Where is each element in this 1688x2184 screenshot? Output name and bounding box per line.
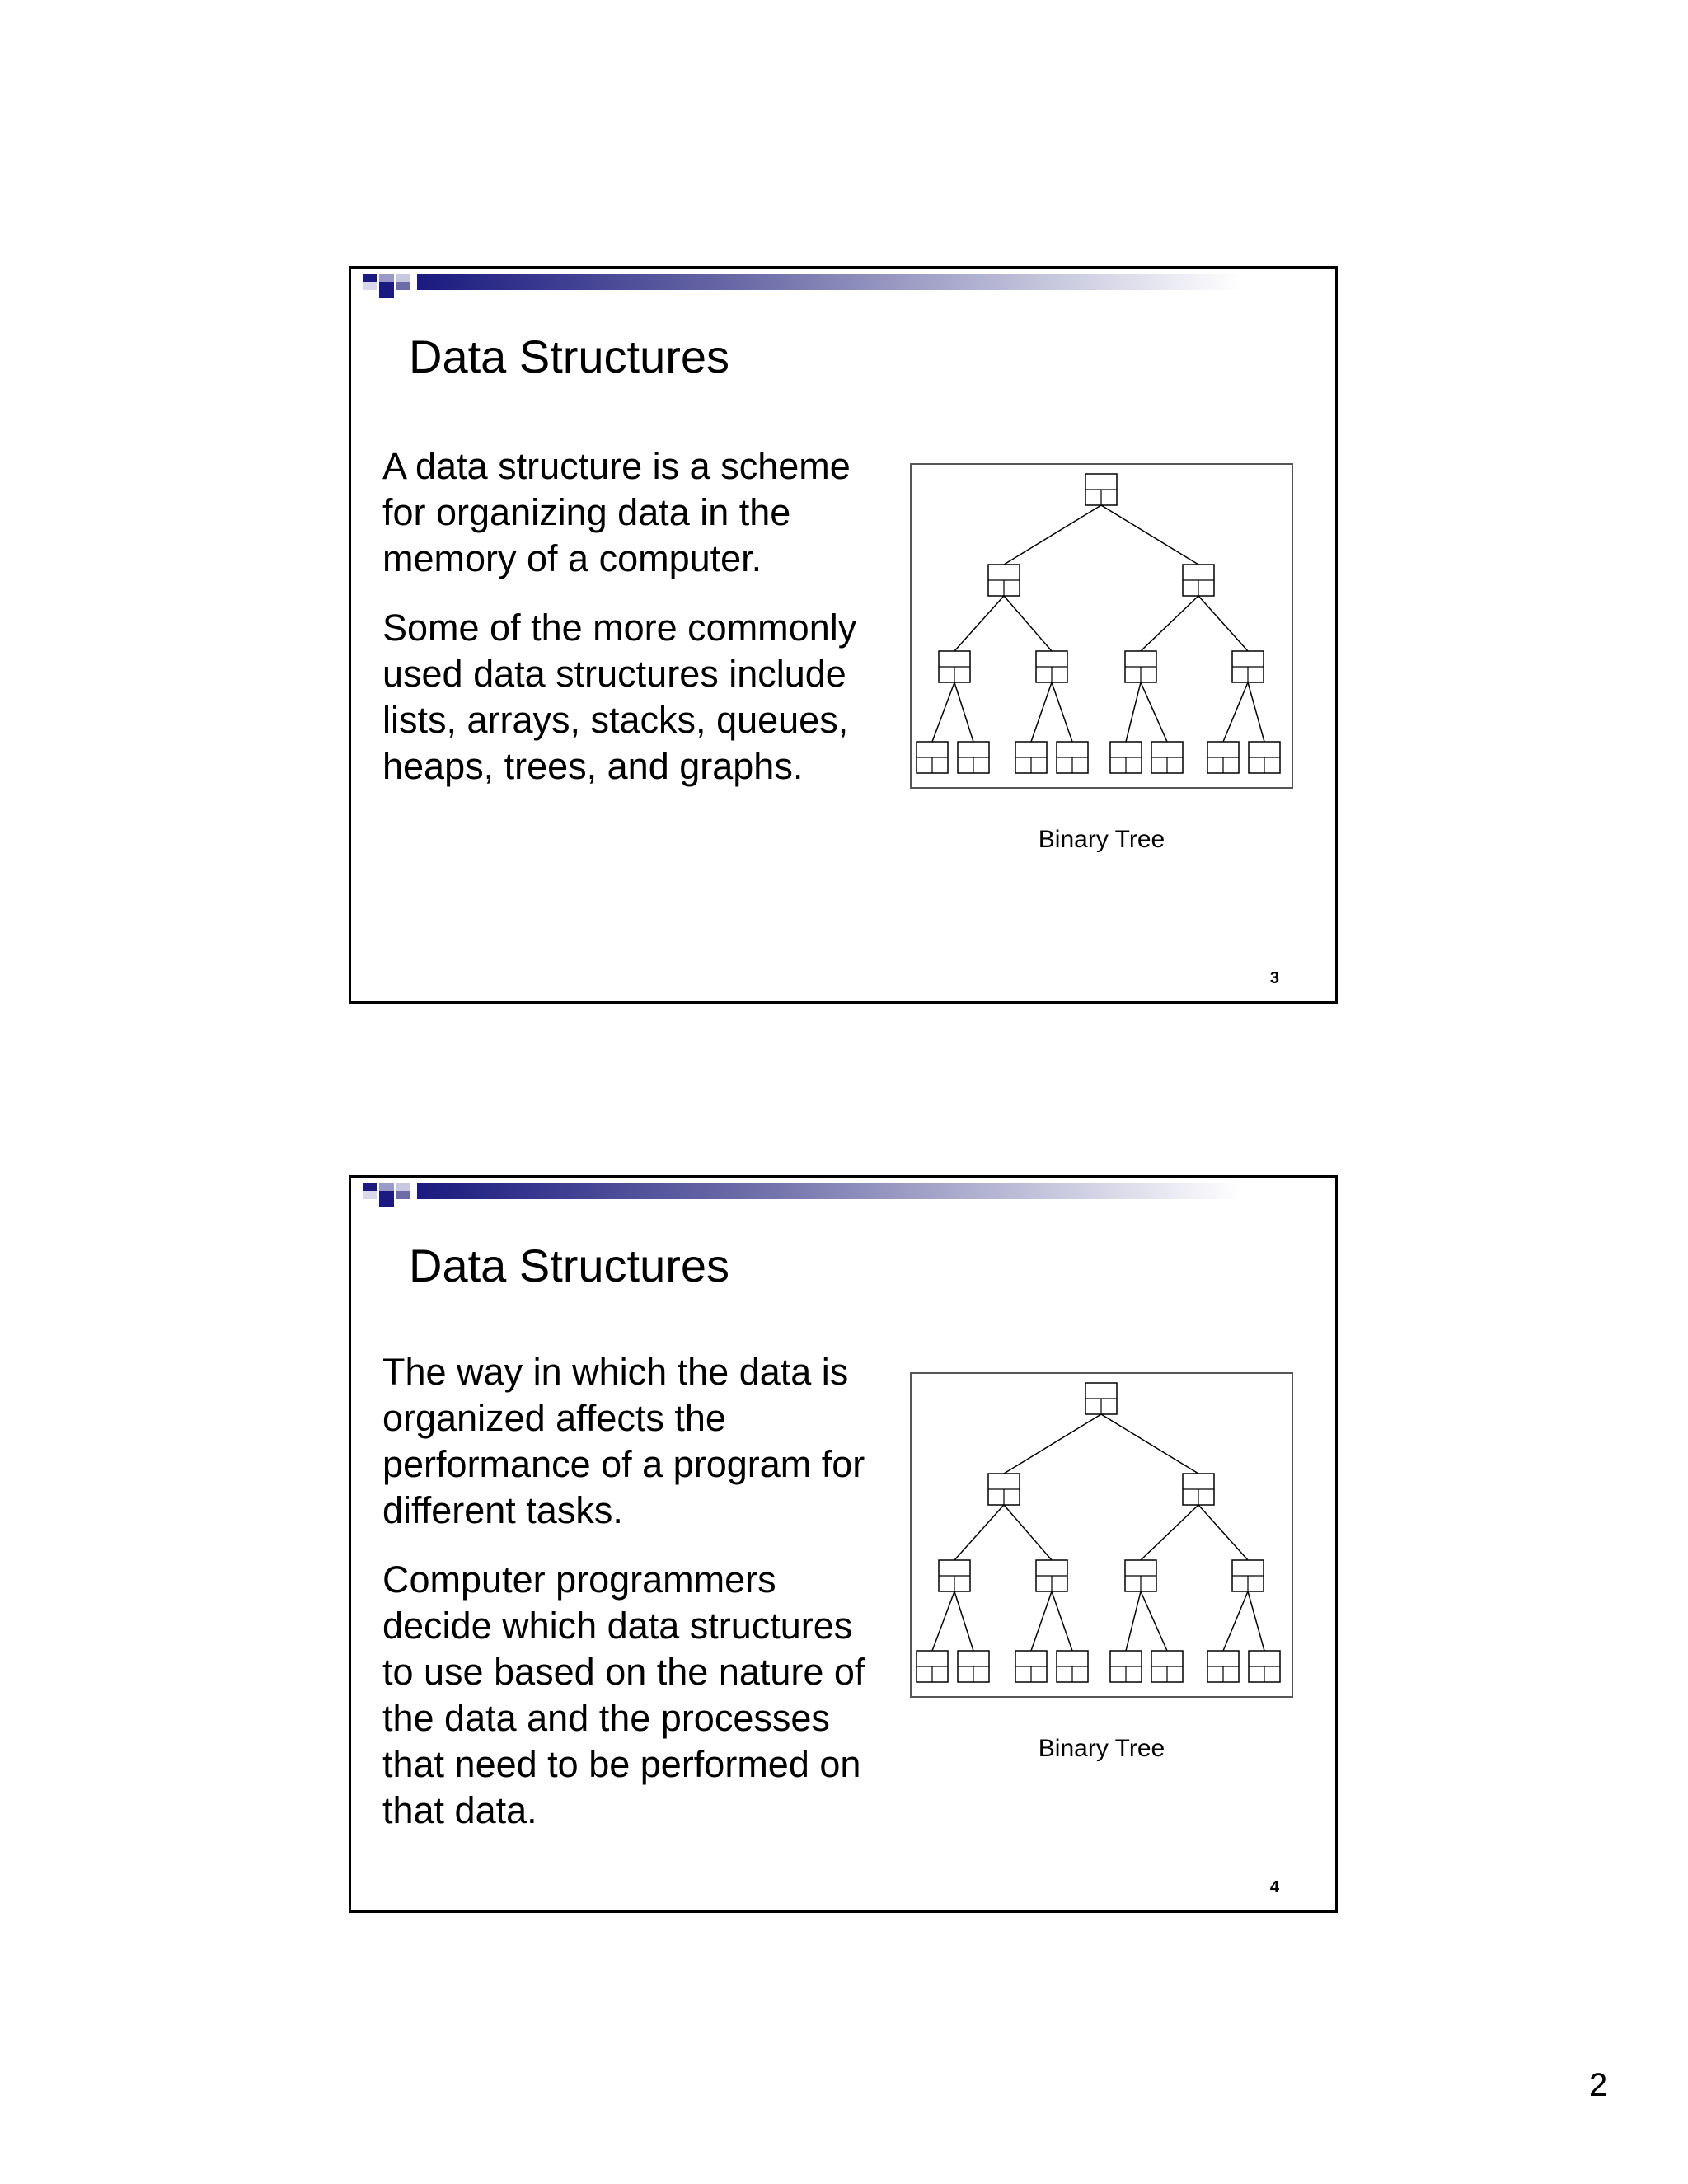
tree-edge xyxy=(1141,682,1167,742)
tree-node-icon xyxy=(1057,1651,1088,1682)
tree-edge xyxy=(1198,1505,1248,1560)
binary-tree-figure xyxy=(910,463,1293,789)
tree-edge xyxy=(1248,682,1264,742)
tree-node-icon xyxy=(1151,742,1183,773)
tree-node-icon xyxy=(1232,1560,1264,1591)
tree-node-icon xyxy=(1085,1383,1117,1414)
tree-node-icon xyxy=(988,1474,1020,1505)
tree-node-icon xyxy=(1057,742,1088,773)
slide-title: Data Structures xyxy=(409,1240,730,1291)
tree-edge xyxy=(954,1591,973,1651)
tree-node-icon xyxy=(1183,565,1214,596)
tree-node-icon xyxy=(988,565,1020,596)
tree-edge xyxy=(1052,682,1072,742)
tree-edge xyxy=(1223,682,1248,742)
tree-node-icon xyxy=(1183,1474,1214,1505)
tree-edge xyxy=(954,596,1004,651)
tree-edge xyxy=(1141,1591,1167,1651)
tree-edge xyxy=(1141,1505,1198,1560)
tree-edge xyxy=(1141,596,1198,651)
paragraph: Computer programmers decide which data structures to use based on the nature of the data and the processes that need to be performed on that data. xyxy=(382,1558,865,1831)
header-decoration-icon xyxy=(351,269,1340,302)
tree-edge xyxy=(1101,1414,1198,1474)
tree-node-icon xyxy=(1085,474,1117,505)
tree-edge xyxy=(1031,1591,1052,1651)
tree-edge xyxy=(1126,1591,1141,1651)
slide-4 xyxy=(349,1175,1338,1913)
tree-node-icon xyxy=(1036,1560,1067,1591)
tree-node-icon xyxy=(1249,742,1280,773)
binary-tree-figure xyxy=(910,1372,1293,1698)
slide-3 xyxy=(349,266,1338,1004)
tree-node-icon xyxy=(1110,1651,1142,1682)
tree-edge xyxy=(1052,1591,1072,1651)
tree-node-icon xyxy=(958,742,989,773)
tree-edge xyxy=(1031,682,1052,742)
tree-node-icon xyxy=(1015,1651,1047,1682)
figure-caption: Binary Tree xyxy=(1038,1735,1165,1762)
tree-node-icon xyxy=(917,742,948,773)
tree-node-icon xyxy=(1015,742,1047,773)
tree-edge xyxy=(1198,596,1248,651)
slide-title: Data Structures xyxy=(409,330,730,382)
slide-number: 4 xyxy=(1269,1878,1279,1896)
paragraph: Some of the more commonly used data structures include lists, arrays, stacks, queues, heaps, trees, and graphs. xyxy=(382,607,857,787)
slide-body xyxy=(382,1349,893,1857)
tree-node-icon xyxy=(1110,742,1142,773)
tree-node-icon xyxy=(958,1651,989,1682)
tree-edge xyxy=(1004,1414,1101,1474)
tree-node-icon xyxy=(939,1560,970,1591)
tree-edge xyxy=(1126,682,1141,742)
figure-caption: Binary Tree xyxy=(1038,826,1165,853)
tree-node-icon xyxy=(1125,651,1156,682)
tree-node-icon xyxy=(1207,1651,1239,1682)
tree-node-icon xyxy=(1232,651,1264,682)
paragraph: The way in which the data is organized affects the performance of a program for different tasks. xyxy=(382,1351,865,1531)
slide-body xyxy=(382,443,893,813)
tree-node-icon xyxy=(1036,651,1067,682)
tree-node-icon xyxy=(917,1651,948,1682)
tree-node-icon xyxy=(1151,1651,1183,1682)
header-decoration-icon xyxy=(351,1178,1340,1211)
tree-edge xyxy=(954,1505,1004,1560)
paragraph: A data structure is a scheme for organizing data in the memory of a computer. xyxy=(382,445,851,579)
tree-edge xyxy=(932,1591,954,1651)
tree-node-icon xyxy=(1249,1651,1280,1682)
tree-node-icon xyxy=(939,651,970,682)
tree-edge xyxy=(1101,505,1198,565)
page-number: 2 xyxy=(1589,2067,1608,2103)
binary-tree-diagram xyxy=(912,465,1292,787)
slide-number: 3 xyxy=(1269,969,1279,987)
tree-edge xyxy=(1004,596,1052,651)
binary-tree-diagram xyxy=(912,1374,1292,1696)
tree-edge xyxy=(1004,1505,1052,1560)
tree-edge xyxy=(954,682,973,742)
tree-edge xyxy=(1223,1591,1248,1651)
tree-edge xyxy=(1004,505,1101,565)
tree-edge xyxy=(932,682,954,742)
tree-node-icon xyxy=(1207,742,1239,773)
tree-node-icon xyxy=(1125,1560,1156,1591)
tree-edge xyxy=(1248,1591,1264,1651)
